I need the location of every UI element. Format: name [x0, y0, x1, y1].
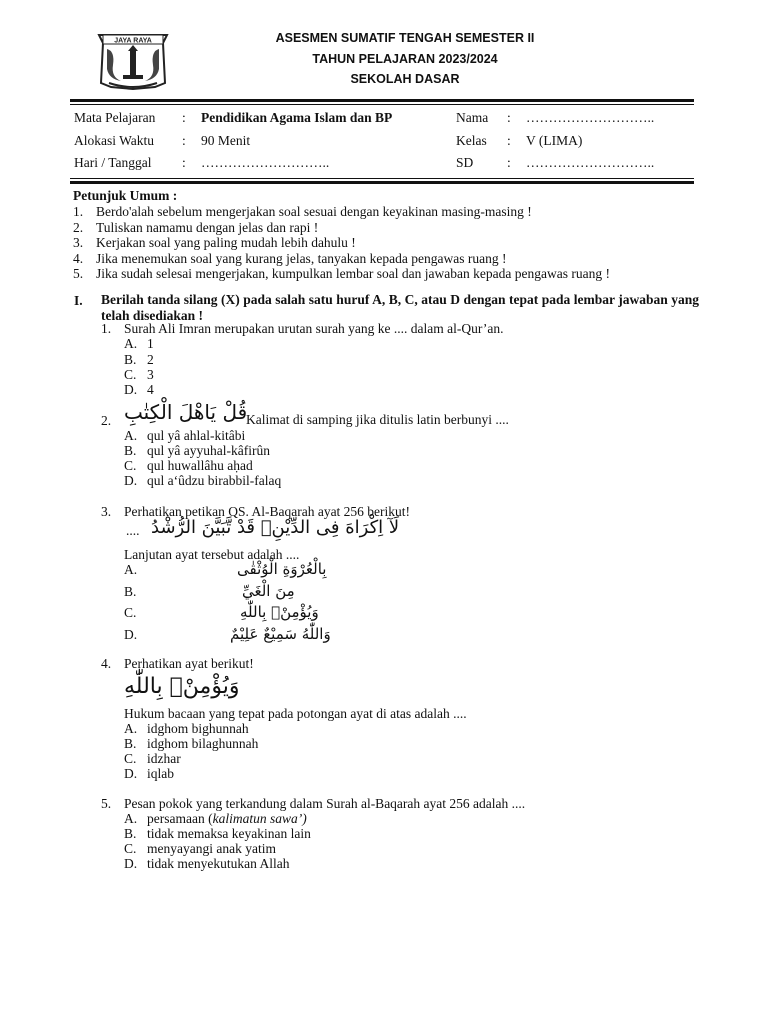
- petunjuk-text: Kerjakan soal yang paling mudah lebih dahulu !: [96, 235, 356, 251]
- mapel-value: Pendidikan Agama Islam dan BP: [201, 110, 393, 125]
- option-text: tidak memaksa keyakinan lain: [147, 826, 311, 841]
- school-level: SEKOLAH DASAR: [350, 72, 460, 86]
- q4-text: Perhatikan ayat berikut!: [124, 656, 254, 671]
- option-text: idghom bilaghunnah: [147, 736, 259, 751]
- q1-text: Surah Ali Imran merupakan urutan surah yang ke .... dalam al-Qur’an.: [124, 321, 504, 336]
- option-letter: D.: [124, 766, 138, 781]
- sd-value: ………………………..: [526, 155, 655, 170]
- petunjuk-num: 1.: [73, 204, 84, 219]
- q2-arabic: قُلْ يَاهْلَ الْكِتٰبِ: [124, 400, 248, 424]
- option-italic-text: kalimatun sawa’): [212, 811, 307, 826]
- exam-title: ASESMEN SUMATIF TENGAH SEMESTER II: [275, 31, 535, 45]
- q3-option-c-arabic: وَيُؤْمِنْۢ بِاللّٰهِ: [240, 603, 319, 621]
- q1-option-d: [124, 382, 154, 398]
- hari-colon: :: [182, 155, 186, 170]
- option-text: 3: [147, 367, 154, 382]
- option-text: qul yâ ahlal-kitâbi: [147, 428, 246, 443]
- q4-arabic: وَيُؤْمِنْۢ بِاللّٰهِ: [124, 674, 240, 699]
- option-text: tidak menyekutukan Allah: [147, 856, 290, 871]
- q3-option-d: [124, 627, 147, 643]
- option-letter: D.: [124, 382, 138, 397]
- q5-text: Pesan pokok yang terkandung dalam Surah al-Baqarah ayat 256 adalah ....: [124, 796, 526, 811]
- q4-option-c: [124, 751, 181, 767]
- option-letter: A.: [124, 428, 138, 443]
- petunjuk-num: 4.: [73, 250, 84, 266]
- kelas-colon: :: [507, 133, 511, 148]
- option-letter: B.: [124, 826, 137, 841]
- option-letter: A.: [124, 811, 138, 826]
- q2-option-d: [124, 473, 281, 489]
- petunjuk-text: Jika menemukan soal yang kurang jelas, tanyakan kepada pengawas ruang !: [96, 250, 507, 266]
- kelas-value: V (LIMA): [526, 133, 583, 148]
- nama-colon: :: [507, 110, 511, 125]
- sd-label: SD: [456, 155, 474, 170]
- petunjuk-text: Tuliskan namamu dengan jelas dan rapi !: [96, 219, 319, 235]
- q3-text: Perhatikan petikan QS. Al-Baqarah ayat 256 berikut!: [124, 504, 411, 519]
- petunjuk-text: Berdo'alah sebelum mengerjakan soal sesuai dengan keyakinan masing-masing !: [96, 204, 532, 219]
- petunjuk-item: [73, 220, 610, 236]
- option-letter: A.: [124, 562, 138, 577]
- petunjuk-num: 2.: [73, 219, 84, 235]
- option-letter: C.: [124, 367, 137, 382]
- q5-option-d: [124, 856, 289, 872]
- option-letter: B.: [124, 584, 137, 599]
- mapel-colon: :: [182, 110, 186, 125]
- logo-text: JAYA RAYA: [114, 37, 152, 45]
- option-text: iqlab: [147, 766, 174, 781]
- option-letter: D.: [124, 473, 138, 488]
- q3-option-c: [124, 605, 147, 621]
- info-rule-thick: [70, 181, 694, 184]
- petunjuk-title: Petunjuk Umum :: [73, 188, 178, 203]
- option-letter: C.: [124, 841, 137, 856]
- info-rule-thin: [70, 178, 694, 179]
- option-text: persamaan (: [147, 811, 213, 826]
- q4-number: 4.: [101, 656, 112, 671]
- q4-option-d: [124, 766, 174, 782]
- option-text: idghom bighunnah: [147, 721, 249, 736]
- q2-number: 2.: [101, 413, 112, 428]
- sd-colon: :: [507, 155, 511, 170]
- petunjuk-item: [73, 204, 610, 220]
- option-text: qul a‘ûdzu birabbil-falaq: [147, 473, 282, 488]
- nama-value: ………………………..: [526, 110, 655, 125]
- petunjuk-item: [73, 235, 610, 251]
- q3-arabic: لَآ اِكْرَاهَ فِى الدِّيْنِۗ قَدْ تَّبَيَّنَ الرُّشْدُ: [151, 517, 400, 538]
- hari-value: ………………………..: [201, 155, 330, 170]
- option-text: idzhar: [147, 751, 181, 766]
- option-letter: A.: [124, 721, 138, 736]
- option-letter: D.: [124, 627, 138, 642]
- q4-option-b: [124, 736, 258, 752]
- petunjuk-item: [73, 251, 610, 267]
- q5-option-c: [124, 841, 276, 857]
- mapel-label: Mata Pelajaran: [74, 110, 156, 125]
- option-text: 2: [147, 352, 154, 367]
- q3-number: 3.: [101, 504, 112, 519]
- q2-text: Kalimat di samping jika ditulis latin berbunyi ....: [246, 412, 509, 427]
- option-letter: A.: [124, 336, 138, 351]
- option-text: 4: [147, 382, 154, 397]
- option-letter: B.: [124, 352, 137, 367]
- q2-option-a: [124, 428, 245, 444]
- alokasi-value: 90 Menit: [201, 133, 251, 148]
- jaya-raya-logo: [95, 29, 171, 91]
- q1-option-a: [124, 336, 154, 352]
- petunjuk-num: 5.: [73, 266, 84, 282]
- section-number: I.: [74, 293, 83, 308]
- option-text: qul huwallâhu aḥad: [147, 458, 253, 473]
- q5-option-b: [124, 826, 311, 842]
- q3-option-a-arabic: بِالْعُرْوَةِ الْوُثْقٰى: [237, 560, 327, 578]
- header-rule-thin: [70, 104, 694, 105]
- option-text: menyayangi anak yatim: [147, 841, 276, 856]
- academic-year: TAHUN PELAJARAN 2023/2024: [312, 52, 498, 66]
- option-letter: C.: [124, 751, 137, 766]
- petunjuk-list: [73, 204, 610, 282]
- option-text: qul yâ ayyuhal-kâfirûn: [147, 443, 270, 458]
- q5-number: 5.: [101, 796, 112, 811]
- q1-number: 1.: [101, 321, 112, 336]
- q3-prompt: Lanjutan ayat tersebut adalah ....: [124, 547, 300, 562]
- q2-option-b: [124, 443, 270, 459]
- petunjuk-item: [73, 266, 610, 282]
- option-letter: B.: [124, 736, 137, 751]
- q1-option-b: [124, 352, 154, 368]
- q1-option-c: [124, 367, 154, 383]
- kelas-label: Kelas: [456, 133, 487, 148]
- option-letter: D.: [124, 856, 138, 871]
- section-instruction: Berilah tanda silang (X) pada salah satu huruf A, B, C, atau D dengan tepat pada lembar jawaban yang telah disediakan !: [101, 292, 699, 323]
- q5-option-a: [124, 811, 307, 827]
- option-letter: B.: [124, 443, 137, 458]
- q3-option-b-arabic: مِنَ الْغَيِّ: [242, 582, 295, 600]
- q3-option-a: [124, 562, 147, 578]
- option-letter: C.: [124, 605, 137, 620]
- option-text: 1: [147, 336, 154, 351]
- option-letter: C.: [124, 458, 137, 473]
- q4-option-a: [124, 721, 249, 737]
- petunjuk-text: Jika sudah selesai mengerjakan, kumpulkan lembar soal dan jawaban kepada pengawas ruang !: [96, 266, 610, 282]
- q3-dots: ....: [126, 523, 140, 538]
- hari-label: Hari / Tanggal: [74, 155, 152, 170]
- q3-option-b: [124, 584, 147, 600]
- q3-option-d-arabic: وَاللّٰهُ سَمِيْعٌ عَلِيْمٌ: [230, 625, 331, 643]
- header-rule-thick: [70, 99, 694, 102]
- petunjuk-num: 3.: [73, 235, 84, 251]
- q4-prompt: Hukum bacaan yang tepat pada potongan ayat di atas adalah ....: [124, 706, 467, 721]
- alokasi-label: Alokasi Waktu: [74, 133, 155, 148]
- alokasi-colon: :: [182, 133, 186, 148]
- nama-label: Nama: [456, 110, 489, 125]
- q2-option-c: [124, 458, 253, 474]
